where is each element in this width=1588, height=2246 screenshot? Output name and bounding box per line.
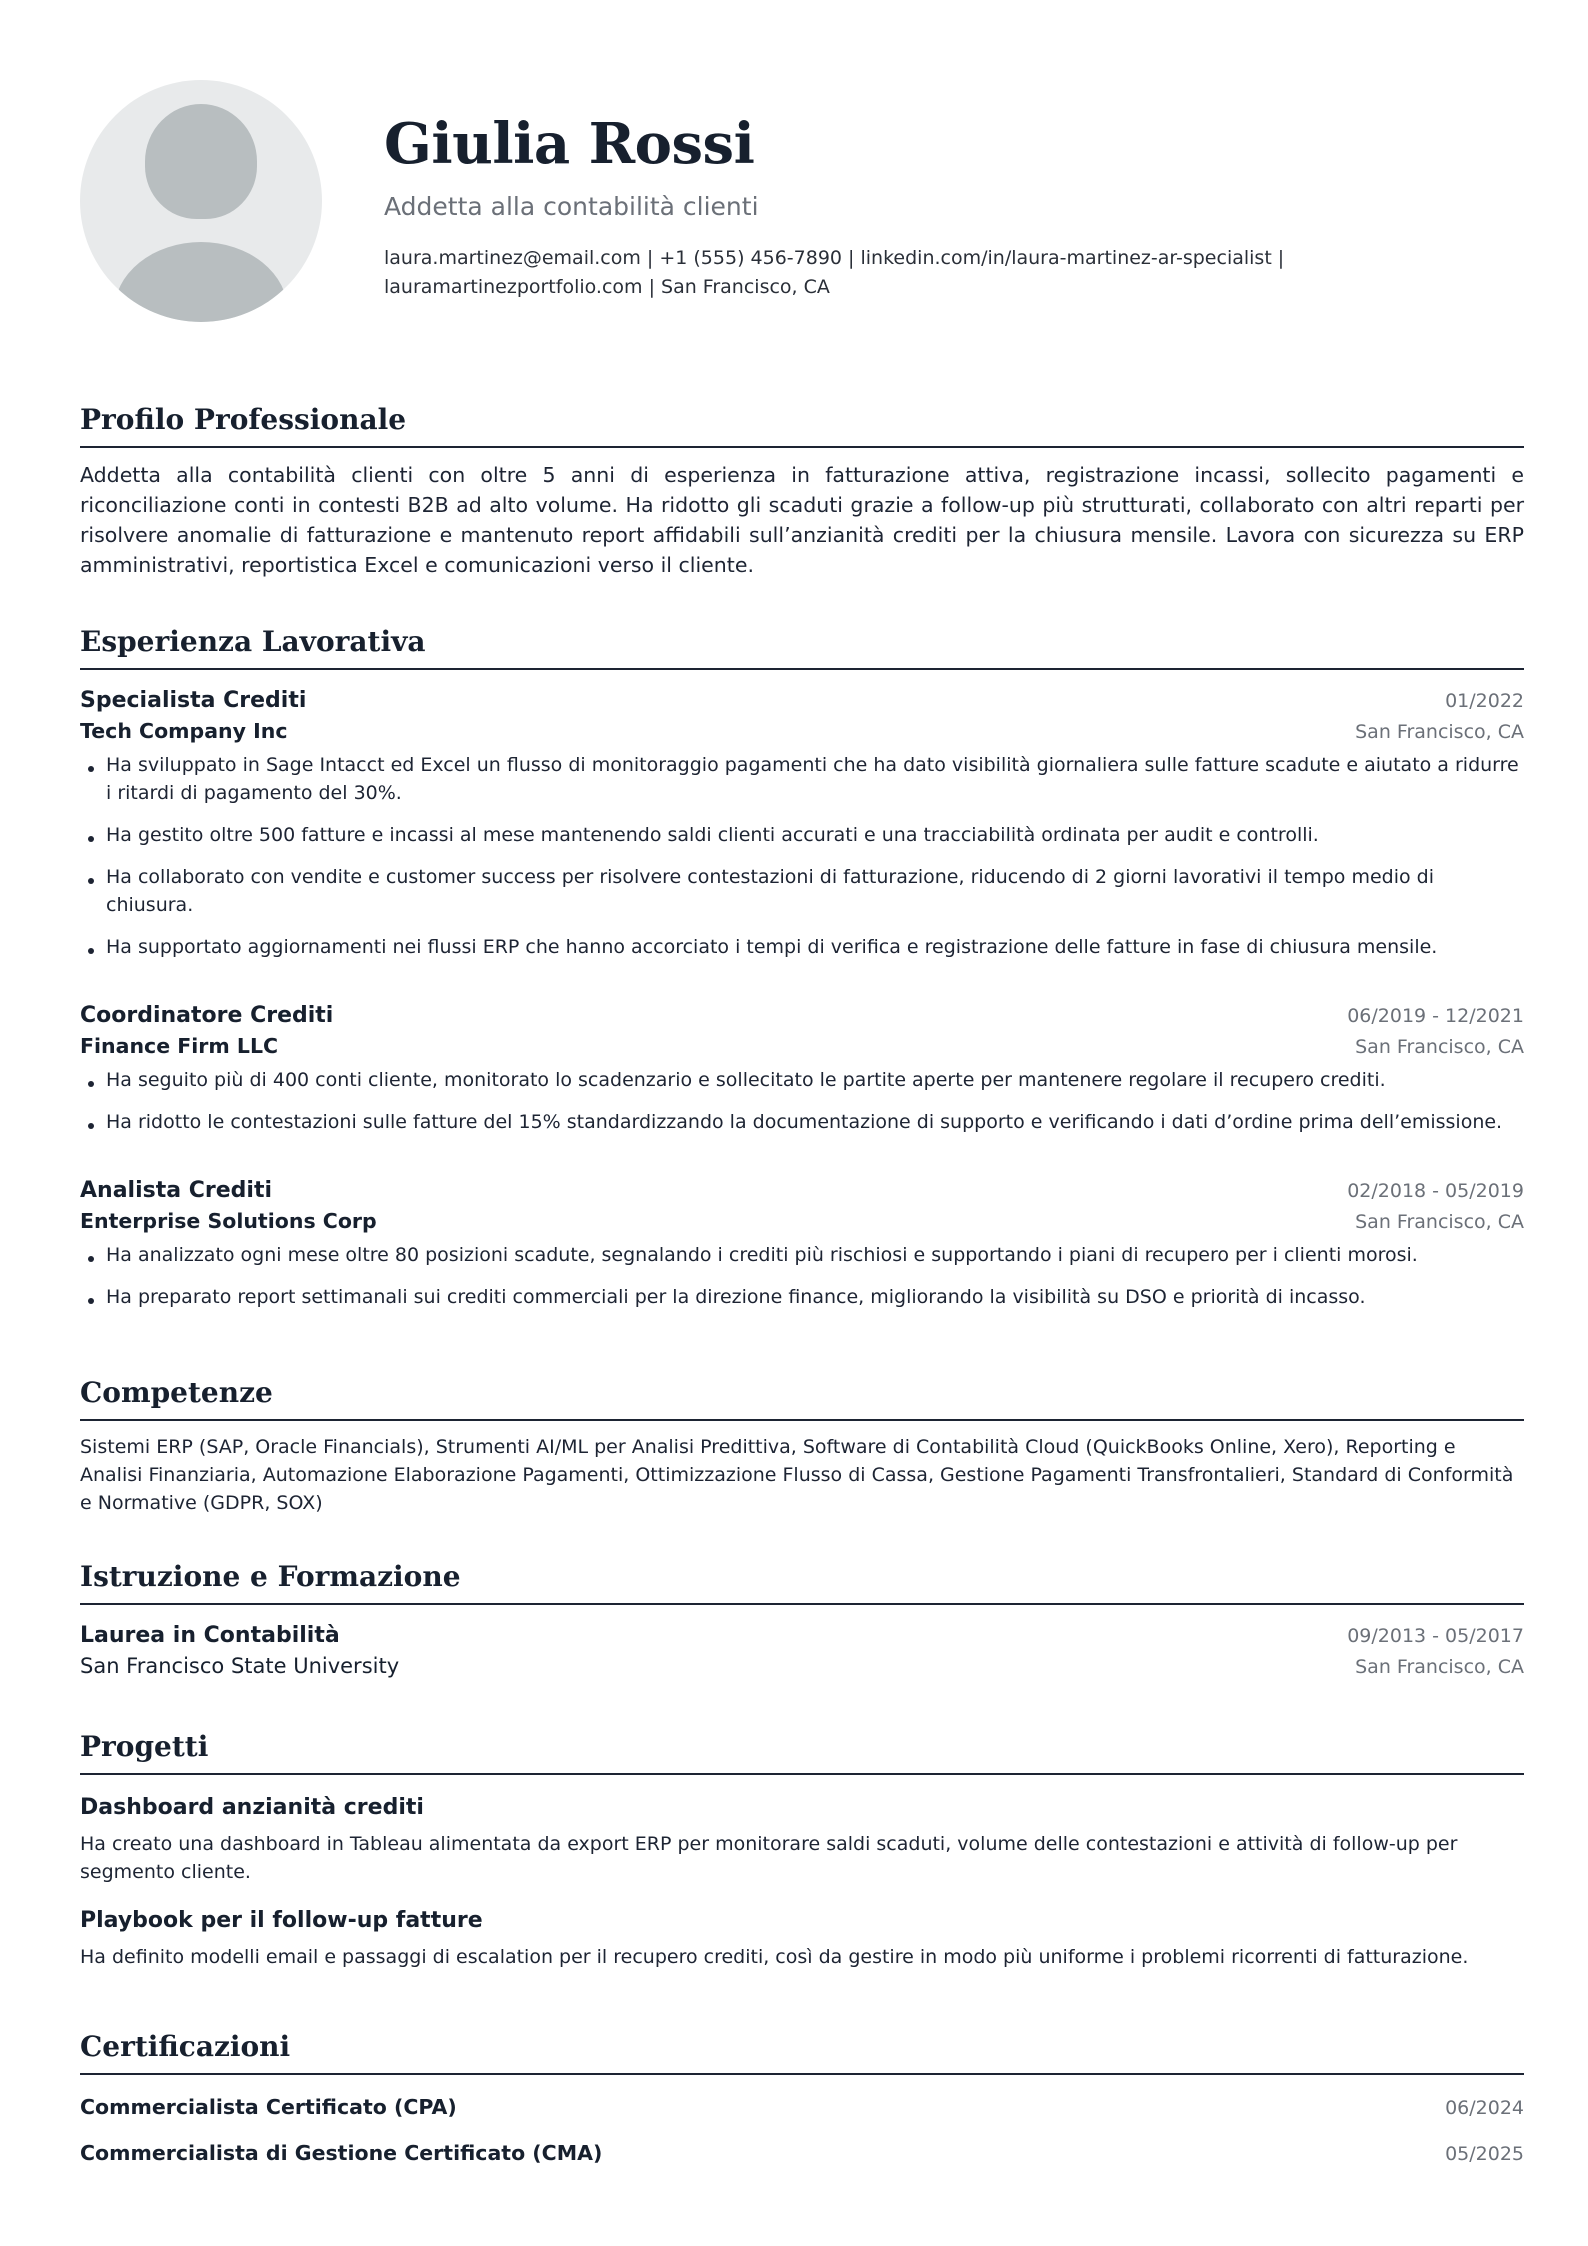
candidate-headline: Addetta alla contabilità clienti (384, 192, 759, 221)
job-entry (80, 1178, 1524, 1311)
education-section (80, 1557, 1524, 1678)
project-title: Playbook per il follow-up fatture (80, 1908, 483, 1933)
job-header-row (80, 1178, 1524, 1203)
job-dates: 01/2022 (1445, 690, 1524, 712)
section-title-skills: Competenze (80, 1373, 1524, 1421)
job-entry (80, 1003, 1524, 1136)
education-school-row (80, 1654, 1524, 1678)
profile-summary: Addetta alla contabilità clienti con oltre 5 anni di esperienza in fatturazione attiva, registrazione incassi, sollecito pagamenti e riconciliazione conti in contesti B2B ad alto volume. Ha ridotto gli scaduti grazie a follow-up più strutturati, collaborato con altri reparti per risolvere anomalie di fatturazione e mantenuto report affidabili sull’anzianità crediti per la chiusura mensile. Lavora con sicurezza su ERP amministrativi, reportistica Excel e comunicazioni verso il cliente. (80, 463, 1524, 577)
job-bullets (80, 1066, 1524, 1136)
job-header-row (80, 1003, 1524, 1028)
job-bullet: Ha seguito più di 400 conti cliente, monitorato lo scadenzario e sollecitato le partite aperte per mantenere regolare il recupero crediti. (80, 1066, 1524, 1094)
skills-section (80, 1373, 1524, 1517)
contact-line-1: laura.martinez@email.com | +1 (555) 456-7890 | linkedin.com/in/laura-martinez-ar-specialist | (384, 247, 1285, 269)
job-title: Analista Crediti (80, 1178, 272, 1203)
job-location: San Francisco, CA (1355, 1211, 1524, 1233)
job-company: Finance Firm LLC (80, 1034, 279, 1058)
certification-row (80, 2095, 1524, 2119)
project-description: Ha creato una dashboard in Tableau alimentata da export ERP per monitorare saldi scaduti, volume delle contestazioni e attività di follow-up per segmento cliente. (80, 1833, 1458, 1883)
job-title: Coordinatore Crediti (80, 1003, 334, 1028)
job-bullets (80, 1241, 1524, 1311)
certification-date: 06/2024 (1445, 2097, 1524, 2119)
job-title: Specialista Crediti (80, 688, 307, 713)
job-company: Enterprise Solutions Corp (80, 1209, 377, 1233)
section-title-projects: Progetti (80, 1727, 1524, 1775)
certification-name: Commercialista Certificato (CPA) (80, 2095, 457, 2119)
job-company-row (80, 1209, 1524, 1233)
avatar-body-shape (114, 242, 288, 322)
job-bullet: Ha preparato report settimanali sui crediti commerciali per la direzione finance, migliorando la visibilità su DSO e priorità di incasso. (80, 1283, 1524, 1311)
contact-line-2: lauramartinezportfolio.com | San Francisco, CA (384, 276, 830, 298)
education-degree: Laurea in Contabilità (80, 1623, 340, 1648)
candidate-name: Giulia Rossi (384, 111, 755, 177)
education-school: San Francisco State University (80, 1654, 400, 1678)
job-company: Tech Company Inc (80, 719, 288, 743)
section-title-experience: Esperienza Lavorativa (80, 622, 1524, 670)
projects-section (80, 1727, 1524, 1971)
contact-info (384, 244, 1344, 302)
job-header-row (80, 688, 1524, 713)
project-title: Dashboard anzianità crediti (80, 1795, 424, 1820)
job-bullet: Ha supportato aggiornamenti nei flussi ERP che hanno accorciato i tempi di verifica e registrazione delle fatture in fase di chiusura mensile. (80, 933, 1524, 961)
job-dates: 02/2018 - 05/2019 (1347, 1180, 1524, 1202)
skills-list: Sistemi ERP (SAP, Oracle Financials), Strumenti AI/ML per Analisi Predittiva, Software di Contabilità Cloud (QuickBooks Online, Xero), Reporting e Analisi Finanziaria, Automazione Elaborazione Pagamenti, Ottimizzazione Flusso di Cassa, Gestione Pagamenti Transfrontalieri, Standard di Conformità e Normative (GDPR, SOX) (80, 1436, 1514, 1514)
job-location: San Francisco, CA (1355, 1036, 1524, 1058)
certification-date: 05/2025 (1445, 2143, 1524, 2165)
avatar-head-shape (145, 104, 257, 219)
job-location: San Francisco, CA (1355, 721, 1524, 743)
job-bullet: Ha gestito oltre 500 fatture e incassi al mese mantenendo saldi clienti accurati e una tracciabilità ordinata per audit e controlli. (80, 821, 1524, 849)
section-title-education: Istruzione e Formazione (80, 1557, 1524, 1605)
education-header-row (80, 1623, 1524, 1648)
certification-row (80, 2141, 1524, 2165)
certification-name: Commercialista di Gestione Certificato (CMA) (80, 2141, 603, 2165)
job-entry (80, 688, 1524, 961)
job-bullet: Ha analizzato ogni mese oltre 80 posizioni scadute, segnalando i crediti più rischiosi e supportando i piani di recupero per i clienti morosi. (80, 1241, 1524, 1269)
certifications-section (80, 2027, 1524, 2165)
job-bullet: Ha sviluppato in Sage Intacct ed Excel un flusso di monitoraggio pagamenti che ha dato visibilità giornaliera sulle fatture scadute e aiutato a ridurre i ritardi di pagamento del 30%. (80, 751, 1524, 807)
job-dates: 06/2019 - 12/2021 (1347, 1005, 1524, 1027)
avatar-placeholder-icon (80, 80, 322, 322)
profile-section (80, 400, 1524, 580)
education-dates: 09/2013 - 05/2017 (1347, 1625, 1524, 1647)
job-bullet: Ha ridotto le contestazioni sulle fatture del 15% standardizzando la documentazione di supporto e verificando i dati d’ordine prima dell’emissione. (80, 1108, 1524, 1136)
section-title-profile: Profilo Professionale (80, 400, 1524, 448)
section-title-certifications: Certificazioni (80, 2027, 1524, 2075)
project-description: Ha definito modelli email e passaggi di escalation per il recupero crediti, così da gestire in modo più uniforme i problemi ricorrenti di fatturazione. (80, 1946, 1469, 1968)
project-entry (80, 1908, 1524, 1971)
job-bullets (80, 751, 1524, 961)
project-entry (80, 1795, 1524, 1886)
job-company-row (80, 1034, 1524, 1058)
education-location: San Francisco, CA (1355, 1656, 1524, 1678)
experience-section (80, 622, 1524, 1325)
job-bullet: Ha collaborato con vendite e customer success per risolvere contestazioni di fatturazione, riducendo di 2 giorni lavorativi il tempo medio di chiusura. (80, 863, 1524, 919)
job-company-row (80, 719, 1524, 743)
